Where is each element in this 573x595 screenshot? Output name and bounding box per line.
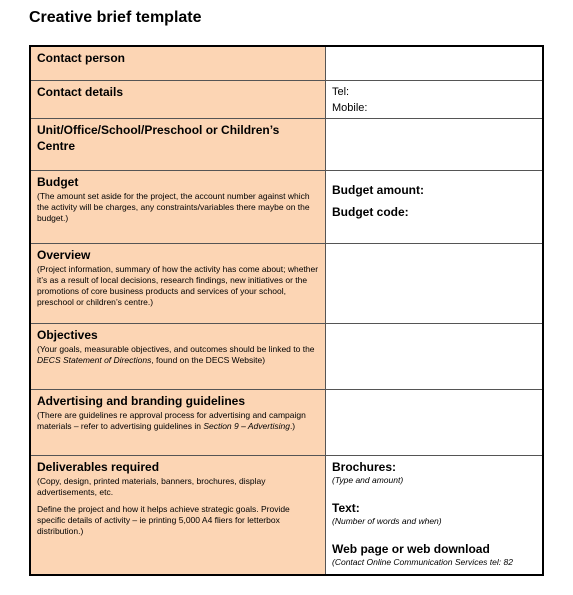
contact-details-label: Contact details [37,84,124,99]
creative-brief-table [29,45,544,576]
table-row [30,455,543,575]
deliverables-description-2: Define the project and how it helps achieve strategic goals. Provide specific details of activity – ie printing 5,000 A4 fliers for letterbox distribution.) [37,503,290,536]
advertising-description [37,410,319,432]
contact-details-field[interactable] [326,80,544,118]
table-row [30,170,543,243]
mobile-label: Mobile: [332,101,368,114]
text-label: Text: [332,500,360,515]
brochures-note: (Type and amount) [332,474,404,485]
objectives-label-cell [30,323,326,389]
advertising-field[interactable] [326,389,544,455]
overview-description: (Project information, summary of how the activity has come about; whether it’s as a result of local decisions, research findings, new initiatives or the promotions of core business products and services of your school, preschool or children’s centre.) [37,263,319,307]
brochures-label: Brochures: [332,459,397,474]
objectives-field[interactable] [326,323,544,389]
table-row [30,46,543,80]
deliverables-description: (Copy, design, printed materials, banners, brochures, display advertisements, etc. [37,475,266,497]
table-row [30,323,543,389]
web-page-label: Web page or web download [332,541,490,556]
budget-label-cell [30,170,326,243]
budget-amount-label: Budget amount: [332,182,424,197]
contact-details-label-cell [30,80,326,118]
contact-person-label: Contact person [37,51,126,65]
budget-label: Budget [37,174,79,189]
unit-label-cell [30,118,326,170]
objectives-description [37,344,319,366]
text-note: (Number of words and when) [332,515,442,526]
page-title: Creative brief template [29,9,202,26]
advertising-desc-text: (There are guidelines re approval process for advertising and campaign materials – refer to advertising guidelines in [37,409,306,431]
tel-label: Tel: [332,85,350,98]
objectives-desc-text-end: , found on the DECS Website) [151,354,266,365]
budget-description: (The amount set aside for the project, the account number against which the activity will be charges, any constraints/variables there maybe on the budget.) [37,190,310,223]
budget-code-label: Budget code: [332,204,409,219]
overview-label: Overview [37,247,91,262]
overview-label-cell [30,243,326,323]
objectives-label: Objectives [37,327,98,342]
contact-person-label-cell [30,46,326,80]
objectives-desc-text: (Your goals, measurable objectives, and outcomes should be linked to the [37,343,315,354]
budget-field[interactable] [326,170,544,243]
advertising-label-cell [30,389,326,455]
section-9-reference: Section 9 – Advertising [203,420,290,431]
deliverables-label-cell [30,455,326,575]
contact-person-field[interactable] [326,46,544,80]
overview-field[interactable] [326,243,544,323]
unit-field[interactable] [326,118,544,170]
advertising-desc-text-end: .) [289,420,296,431]
table-row [30,80,543,118]
table-row [30,243,543,323]
deliverables-field[interactable] [326,455,544,575]
table-row [30,118,543,170]
table-row [30,389,543,455]
decs-statement-link-text: DECS Statement of Directions [37,354,152,365]
deliverables-label: Deliverables required [37,459,160,474]
web-page-note: (Contact Online Communication Services tel: 82 [332,556,513,567]
advertising-label: Advertising and branding guidelines [37,393,246,408]
unit-label: Unit/Office/School/Preschool or Children’s Centre [37,122,280,153]
